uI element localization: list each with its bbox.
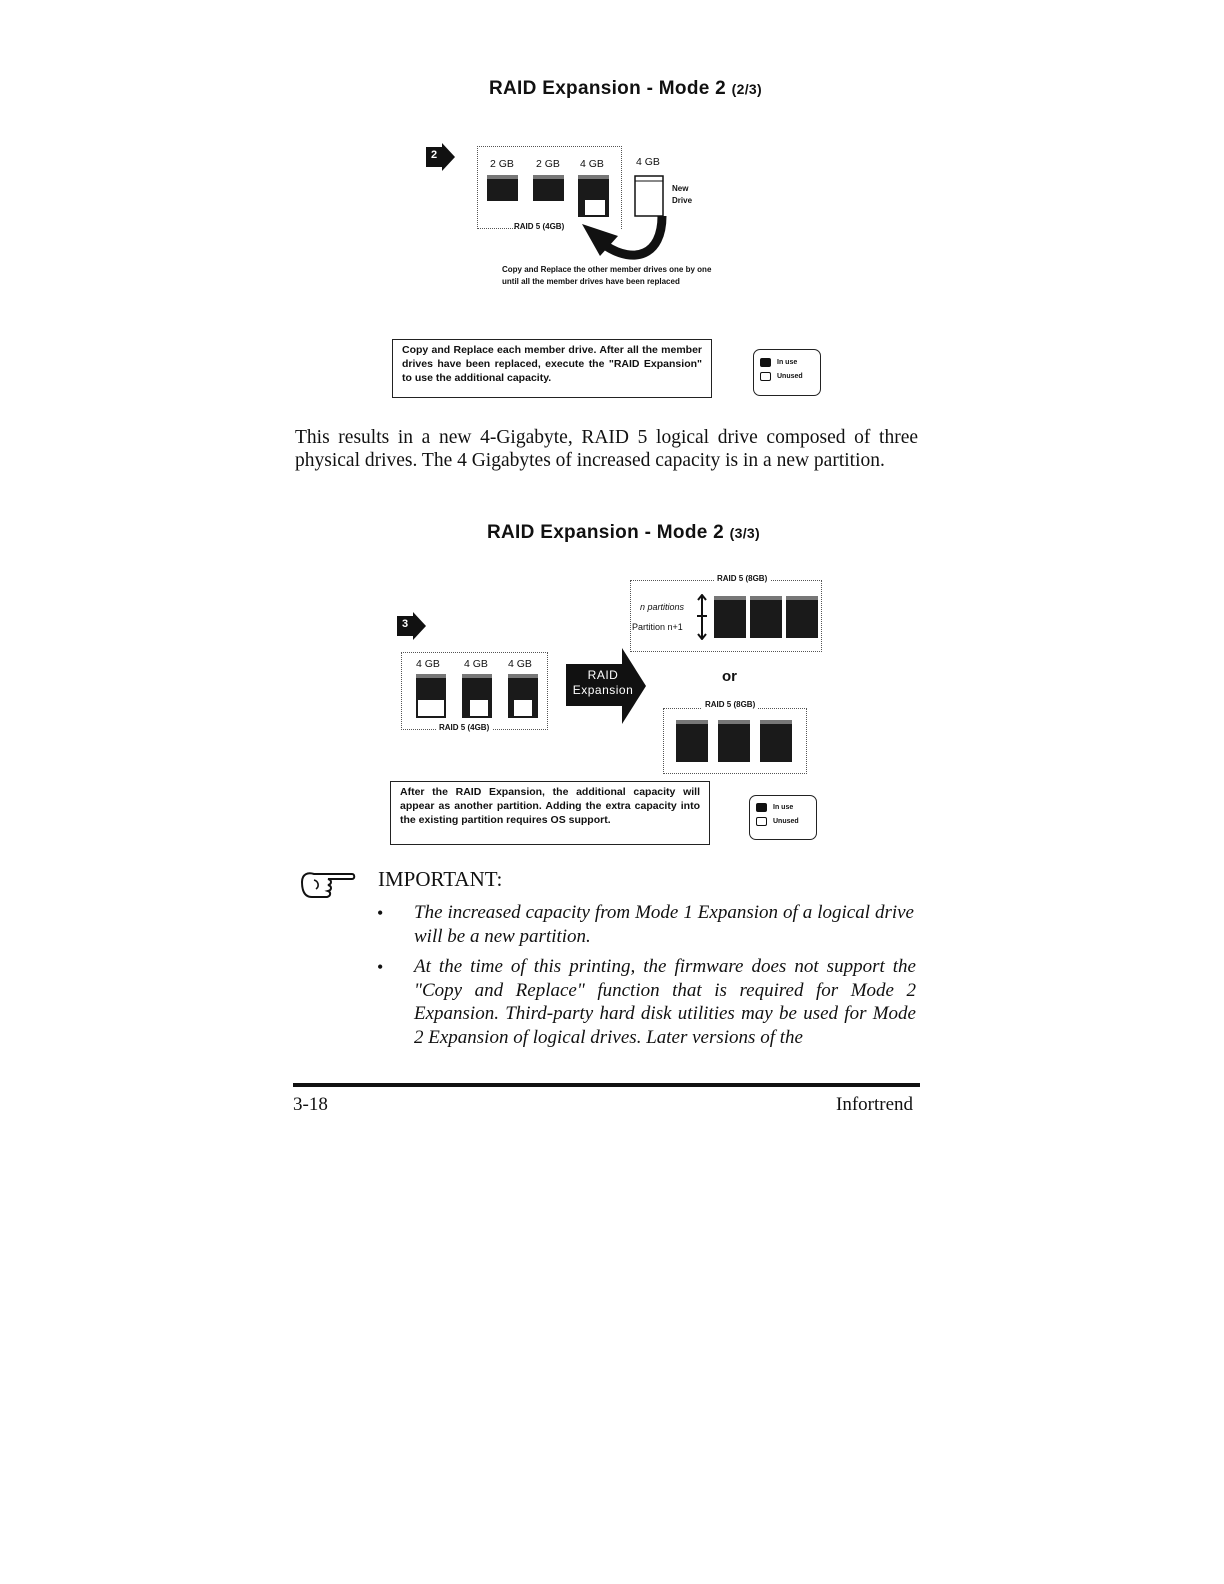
arrow-label-line: Expansion <box>572 683 634 697</box>
hard-drive-icon <box>508 674 538 718</box>
drive-row <box>696 594 820 640</box>
partition-n1-label: Partition n+1 <box>632 622 683 632</box>
arrow-caption <box>502 264 711 288</box>
drive-row <box>674 718 798 764</box>
hard-drive-icon <box>487 175 518 201</box>
bullet-dot-icon: • <box>377 957 384 977</box>
legend-row-in-use <box>756 800 810 814</box>
unused-swatch-icon <box>760 372 771 381</box>
result-bottom-label: RAID 5 (8GB) <box>702 700 758 709</box>
or-label: or <box>722 668 737 685</box>
section1-title <box>489 78 762 100</box>
drive-size-label: 4 GB <box>464 658 488 670</box>
legend-row-unused <box>760 369 814 383</box>
result-top-label: RAID 5 (8GB) <box>714 574 770 583</box>
bullet-item: The increased capacity from Mode 1 Expansion of a logical drive will be a new partition. <box>414 902 914 947</box>
callout-box: Copy and Replace each member drive. After all the member drives have been replaced, execute the "RAID Expansion" to use the additional capacity. <box>392 339 712 398</box>
bullet-item: At the time of this printing, the firmware does not support the "Copy and Replace" function that is required for Mode 2 Expansion. Third-party hard disk utilities may be used for Mode 2 Expansion of logical drives. Later versions of the <box>414 956 916 1048</box>
section2-step: (3/3) <box>729 525 760 541</box>
in-use-swatch-icon <box>760 358 771 367</box>
legend-row-in-use <box>760 355 814 369</box>
hard-drive-icon <box>714 596 746 638</box>
page-number: 3-18 <box>293 1094 328 1115</box>
n-partitions-label: n partitions <box>640 602 685 612</box>
section2-title-text: RAID Expansion - Mode 2 <box>487 522 725 543</box>
in-use-swatch-icon <box>756 803 767 812</box>
section1-step: (2/3) <box>731 81 762 97</box>
legend-in-use-label: In use <box>773 803 794 811</box>
legend-unused-label: Unused <box>773 817 799 825</box>
legend <box>749 795 817 840</box>
drive-size-label: 4 GB <box>508 658 532 670</box>
new-drive-label-line: New <box>672 184 689 193</box>
step-number-2: 2 <box>430 149 438 161</box>
pointing-hand-icon <box>298 868 356 900</box>
raid-group-box-bottom <box>477 228 515 229</box>
hard-drive-icon <box>750 596 782 638</box>
new-drive-size-label: 4 GB <box>636 156 660 168</box>
arrow-label-line: RAID <box>587 668 619 682</box>
copy-replace-arrow-icon <box>578 210 668 266</box>
drive-size-label: 2 GB <box>490 158 514 170</box>
hard-drive-icon <box>533 175 564 201</box>
raid-array-label: RAID 5 (4GB) <box>436 723 492 732</box>
callout-box: After the RAID Expansion, the additional capacity will appear as another partition. Adding the extra capacity into the existing partition requires OS support. <box>390 781 710 845</box>
legend-unused-label: Unused <box>777 372 803 380</box>
legend-row-unused <box>756 814 810 828</box>
legend <box>753 349 821 396</box>
section2-title <box>487 522 760 544</box>
hard-drive-icon <box>786 596 818 638</box>
raid-array-label: RAID 5 (4GB) <box>514 222 565 231</box>
footer-rule <box>293 1083 920 1087</box>
body-paragraph: This results in a new 4-Gigabyte, RAID 5 logical drive composed of three physical drives. The 4 Gigabytes of increased capacity is in a new partition. <box>295 427 918 471</box>
hard-drive-icon <box>676 720 708 762</box>
hard-drive-icon <box>760 720 792 762</box>
hard-drive-icon <box>416 674 446 718</box>
hard-drive-icon <box>718 720 750 762</box>
drive-size-label: 2 GB <box>536 158 560 170</box>
hard-drive-icon <box>462 674 492 718</box>
raid-expansion-arrow-label <box>566 668 640 698</box>
footer-brand: Infortrend <box>836 1094 914 1115</box>
arrow-caption-line: until all the member drives have been replaced <box>502 277 680 286</box>
unused-swatch-icon <box>756 817 767 826</box>
new-drive-label-line: Drive <box>672 196 693 205</box>
bullet-dot-icon: • <box>377 903 384 923</box>
important-label: IMPORTANT: <box>378 867 503 891</box>
drive-size-label: 4 GB <box>416 658 440 670</box>
drive-row <box>414 672 544 720</box>
arrow-caption-line: Copy and Replace the other member drives one by one <box>502 265 712 274</box>
step-number-3: 3 <box>401 618 409 630</box>
legend-in-use-label: In use <box>777 358 798 366</box>
drive-size-label: 4 GB <box>580 158 604 170</box>
section1-title-text: RAID Expansion - Mode 2 <box>489 78 727 99</box>
new-drive-label <box>672 183 692 207</box>
